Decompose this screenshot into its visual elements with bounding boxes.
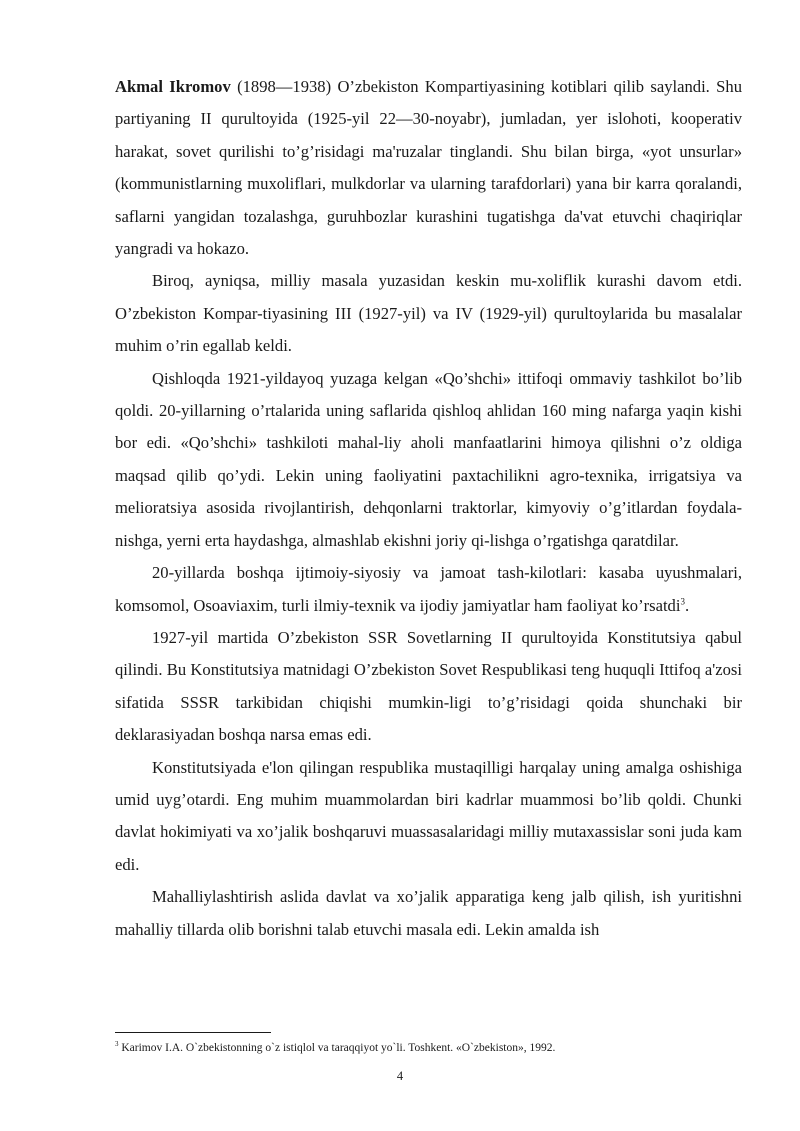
paragraph-text: 20-yillarda boshqa ijtimoiy-siyosiy va jamoat tash-kilotlari: kasaba uyushmalari, komsomol, Osoaviaxim, turli ilmiy-texnik va ijodiy jamiyatlar ham faoliyat ko’rsatdi xyxy=(115,563,742,615)
footnote-divider xyxy=(115,1032,271,1033)
paragraph-6: Konstitutsiyada e'lon qilingan respublika mustaqilligi harqalay uning amalga oshishiga umid uyg’otardi. Eng muhim muammolardan biri kadrlar muammosi bo’lib qoldi. Chunki davlat hokimiyati va xo’jalik boshqaruvi muassasalaridagi milliy mutaxassislar soni juda kam edi. xyxy=(115,757,742,874)
page-number: 4 xyxy=(396,1069,404,1083)
paragraph-4 xyxy=(115,557,742,622)
paragraph-tail: . xyxy=(684,595,690,615)
paragraph-7: Mahalliylashtirish aslida davlat va xo’jalik apparatiga keng jalb qilish, ish yuritishni mahalliy tillarda olib borishni talab etuvchi masala edi. Lekin amalda ish xyxy=(115,887,742,939)
paragraph-3: Qishloqda 1921-yildayoq yuzaga kelgan «Qo’shchi» ittifoqi ommaviy tashkilot bo’lib qoldi. 20-yillarning o’rtalarida uning saflarida qishloq ahlidan 160 ming nafarga yaqin kishi bor edi. «Qo’shchi» tashkiloti mahal-liy aholi manfaatlarini himoya qilishni o’z oldiga maqsad qilib qo’ydi. Lekin uning faoliyatini paxtachilikni agro-texnika, irrigatsiya va melioratsiya asosida rivojlantirish, dehqonlarni traktorlar, kimyoviy o’g’itlardan foydala-nishga, yerni erta haydashga, almashlab ekishni joriy qi-lishga o’rgatishga qaratdilar. xyxy=(115,368,742,550)
footnote-reference[interactable]: 3 xyxy=(680,595,685,606)
paragraph-text: (1898—1938) O’zbekiston Kompartiyasining kotiblari qilib saylandi. Shu partiyaning II qurultoyida (1925-yil 22—30-noyabr), jumladan, yer islohoti, kooperativ harakat, sovet qurilishi to’g’risidagi ma'ruzalar tinglandi. Shu bilan birga, «yot unsurlar» (kommunistlarning muxoliflari, mulkdorlar va ularning tarafdorlari) yana bir karra qoralandi, saflarni yangidan tozalashga, guruhbozlar kurashini tugatishga da'vat etuvchi chaqiriqlar yangradi va hokazo. xyxy=(115,77,742,259)
page-body xyxy=(115,71,742,946)
footnote-number: 3 xyxy=(115,1040,119,1049)
bold-name: Akmal Ikromov xyxy=(115,77,231,96)
paragraph-5: 1927-yil martida O’zbekiston SSR Sovetlarning II qurultoyida Konstitutsiya qabul qilindi. Bu Konstitutsiya matnidagi O’zbekiston Sovet Respublikasi teng huquqli Ittifoq a'zosi sifatida SSSR tarkibidan chiqishi mumkin-ligi to’g’risidagi qoida shunchaki bir deklarasiyadan boshqa narsa emas edi. xyxy=(115,627,742,745)
paragraph-1 xyxy=(115,71,742,265)
footnote xyxy=(115,1040,742,1056)
footnote-text: Karimov I.A. O`zbekistonning o`z istiqlol va taraqqiyot yo`li. Toshkent. «O`zbekiston», 1992. xyxy=(118,1042,556,1054)
paragraph-2: Biroq, ayniqsa, milliy masala yuzasidan keskin mu-xoliflik kurashi davom etdi. O’zbekiston Kompar-tiyasining III (1927-yil) va IV (1929-yil) qurultoylarida bu masalalar muhim o’rin egallab keldi. xyxy=(115,271,742,356)
